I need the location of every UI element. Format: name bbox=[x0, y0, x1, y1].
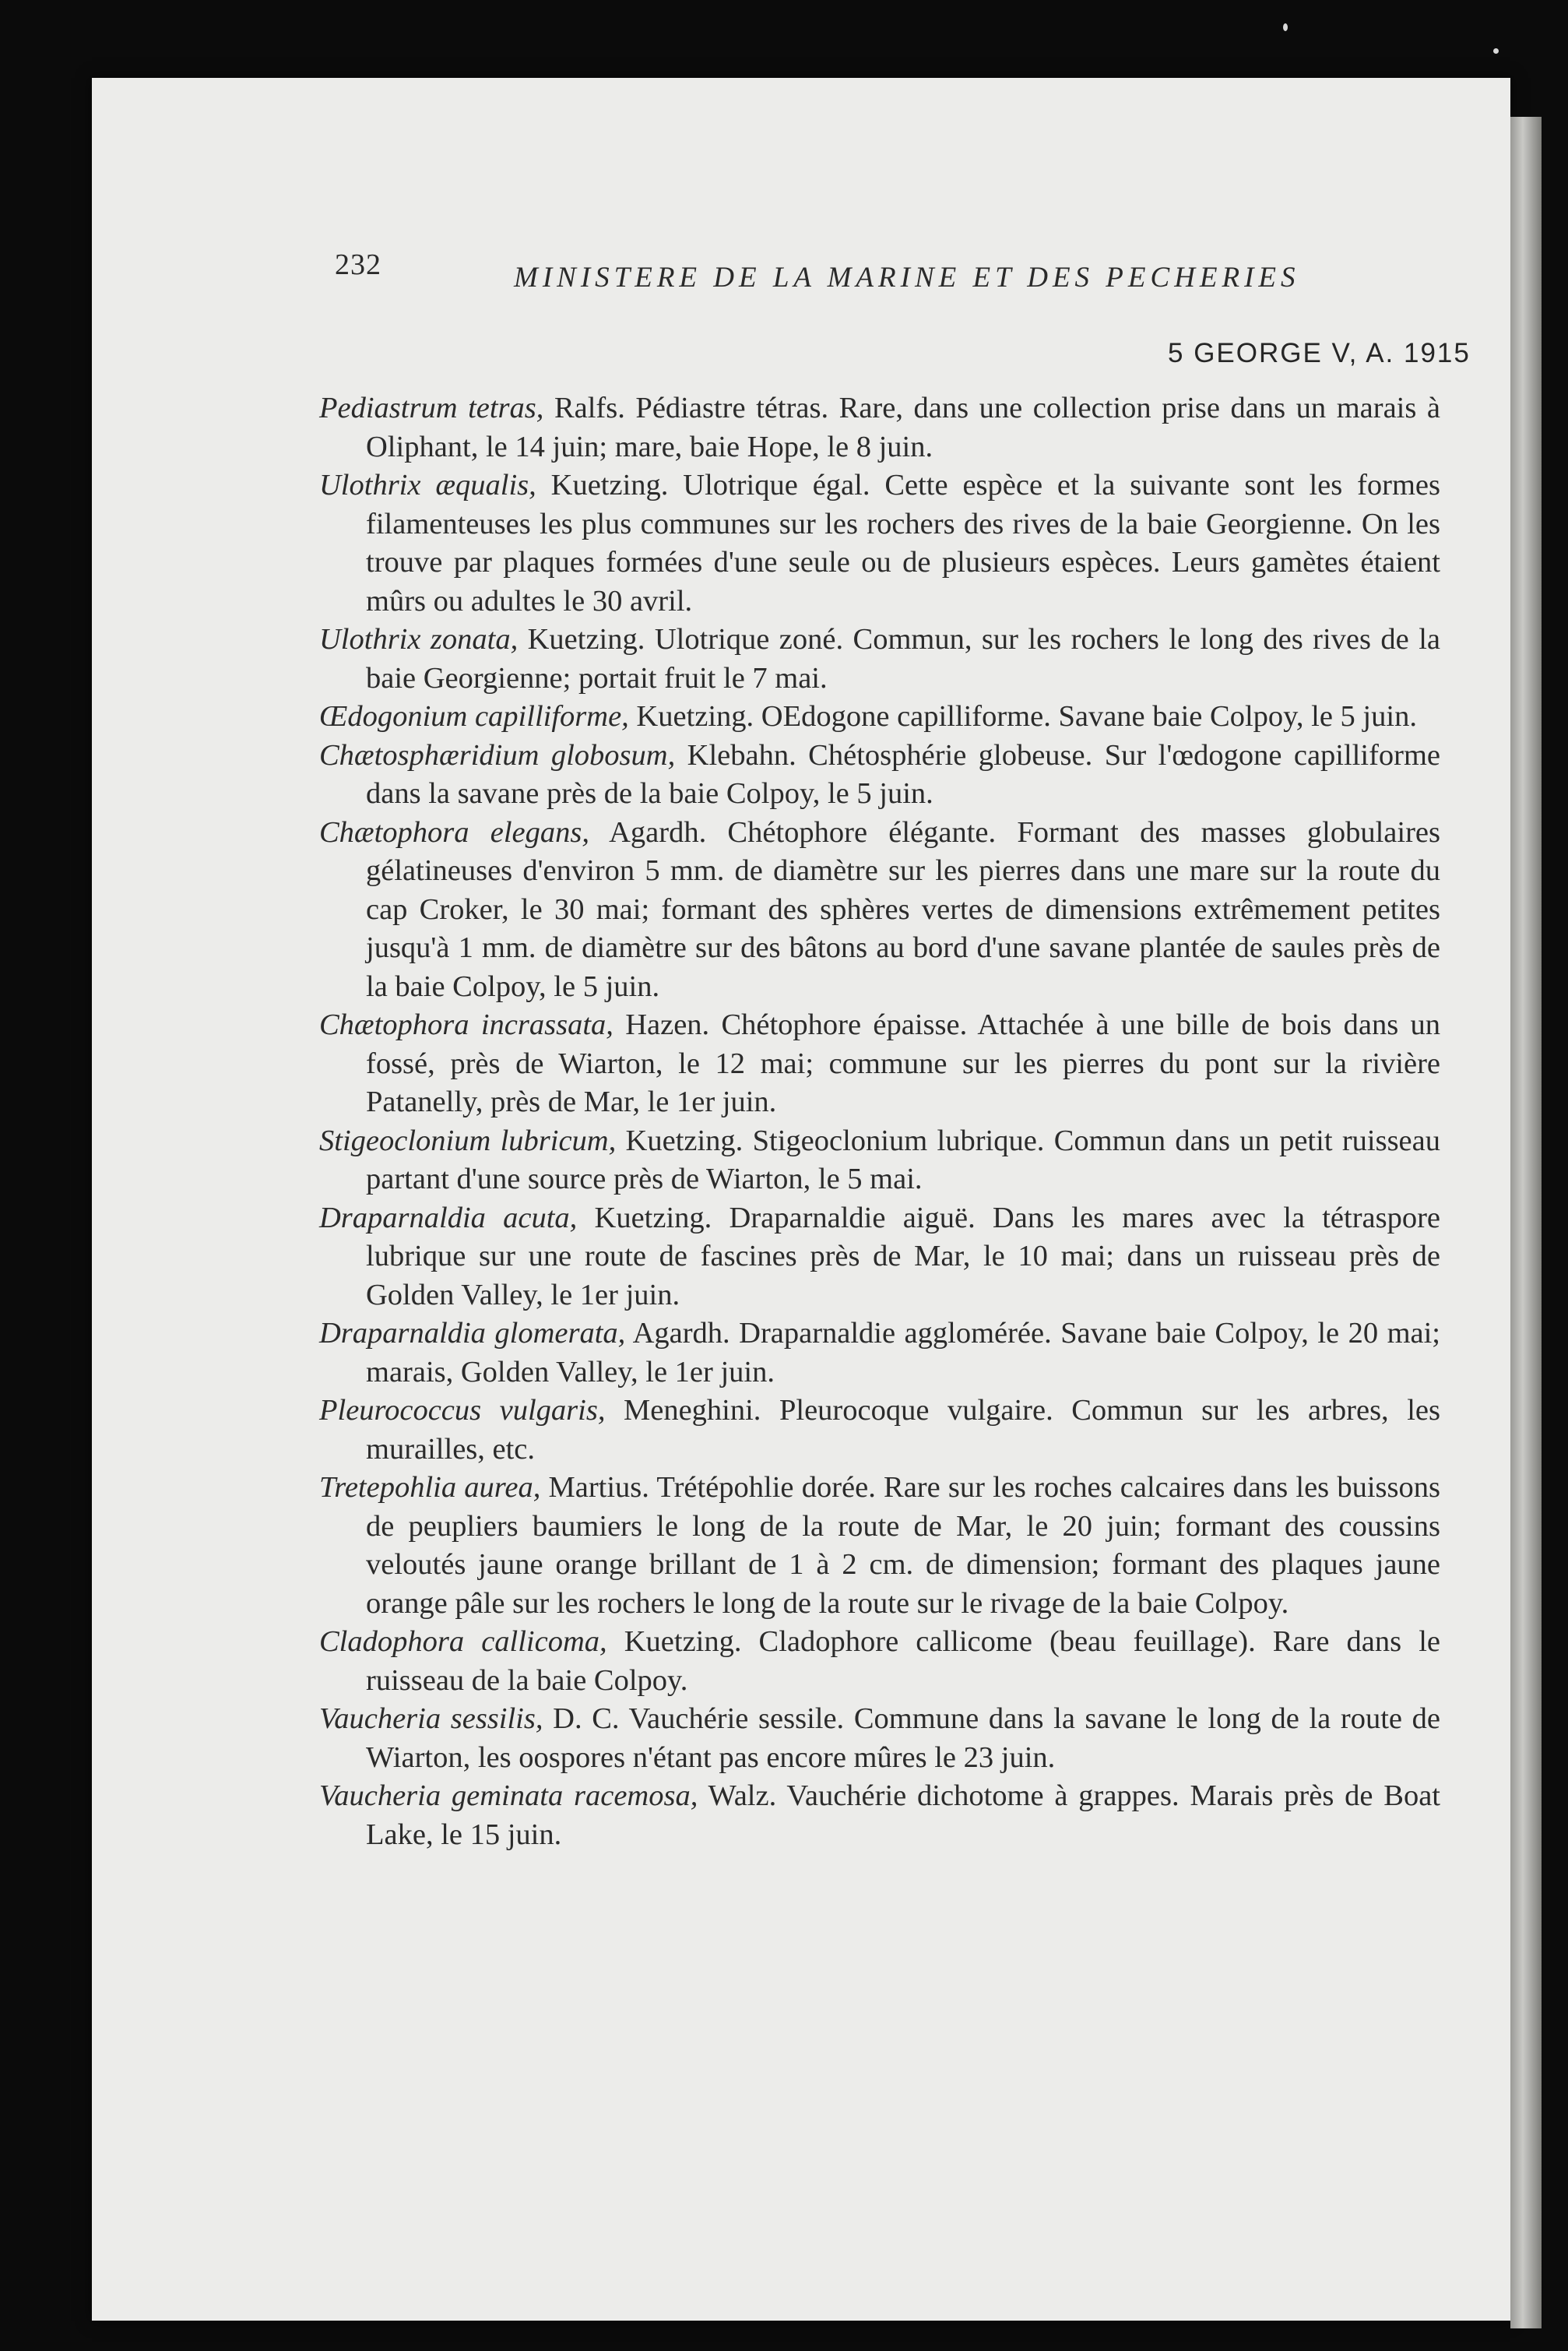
scientific-name: Tretepohlia aurea, bbox=[319, 1471, 541, 1504]
scientific-name: Stigeoclonium lubricum, bbox=[319, 1124, 617, 1157]
entry-description: Klebahn. Chétosphérie globeuse. Sur l'œdogone capilliforme dans la savane près de la baie Colpoy, le 5 juin. bbox=[366, 738, 1440, 810]
entry-description: Kuetzing. Cladophore callicome (beau feuillage). Rare dans le ruisseau de la baie Colpoy. bbox=[366, 1625, 1440, 1697]
entry-description: D. C. Vauchérie sessile. Commune dans la savane le long de la route de Wiarton, les oospores n'étant pas encore mûres le 23 juin. bbox=[366, 1702, 1440, 1774]
entry-description: Kuetzing. OEdogone capilliforme. Savane baie Colpoy, le 5 juin. bbox=[628, 700, 1417, 733]
species-entry bbox=[319, 1777, 1440, 1854]
species-entry bbox=[319, 737, 1440, 814]
scientific-name: Vaucheria geminata racemosa, bbox=[319, 1779, 698, 1812]
scientific-name: Pleurococcus vulgaris, bbox=[319, 1394, 606, 1427]
species-entry bbox=[319, 1623, 1440, 1700]
entry-description: Kuetzing. Ulotrique égal. Cette espèce et la suivante sont les formes filamenteuses les plus communes sur les rochers des rives de la baie Georgienne. On les trouve par plaques formées d'une seule ou de plusieurs espèces. Leurs gamètes étaient mûrs ou adultes le 30 avril. bbox=[366, 469, 1441, 618]
species-entry bbox=[319, 1006, 1440, 1122]
entry-description: Kuetzing. Ulotrique zoné. Commun, sur les rochers le long des rives de la baie Georgienne; portait fruit le 7 mai. bbox=[366, 623, 1440, 695]
scientific-name: Pediastrum tetras, bbox=[319, 392, 544, 424]
entry-description: Ralfs. Pédiastre tétras. Rare, dans une collection prise dans un marais à Oliphant, le 14 juin; mare, baie Hope, le 8 juin. bbox=[366, 392, 1440, 463]
species-entry bbox=[319, 1122, 1440, 1199]
entry-description: Kuetzing. Draparnaldie aiguë. Dans les mares avec la tétraspore lubrique sur une route de fascines près de Mar, le 10 mai; dans un ruisseau près de Golden Valley, le 1er juin. bbox=[366, 1201, 1440, 1311]
species-entry bbox=[319, 621, 1440, 698]
scan-speck bbox=[1283, 23, 1288, 31]
scientific-name: Draparnaldia acuta, bbox=[319, 1201, 578, 1234]
scan-speck bbox=[1493, 48, 1499, 54]
species-entry bbox=[319, 389, 1440, 466]
species-entry bbox=[319, 1315, 1440, 1392]
scientific-name: Ulothrix æqualis, bbox=[319, 469, 536, 502]
species-entry bbox=[319, 1199, 1440, 1315]
scientific-name: Chætophora incrassata, bbox=[319, 1008, 613, 1041]
running-title: MINISTERE DE LA MARINE ET DES PECHERIES bbox=[514, 262, 1300, 294]
entry-description: Hazen. Chétophore épaisse. Attachée à une bille de bois dans un fossé, près de Wiarton, le 12 mai; commune sur les pierres du pont sur la rivière Patanelly, près de Mar, le 1er juin. bbox=[366, 1008, 1441, 1118]
entry-description: Martius. Trétépohlie dorée. Rare sur les roches calcaires dans les buissons de peupliers baumiers le long de la route de Mar, le 20 juin; formant des coussins veloutés jaune orange brillant de 1 à 2 cm. de dimension; formant des plaques jaune orange pâle sur les rochers le long de la route sur le rivage de la baie Colpoy. bbox=[366, 1471, 1440, 1620]
entry-description: Agardh. Chétophore élégante. Formant des masses globulaires gélatineuses d'environ 5 mm. de diamètre sur les pierres dans une mare sur la route du cap Croker, le 30 mai; formant des sphères vertes de dimensions extrêmement petites jusqu'à 1 mm. de diamètre sur des bâtons au bord d'une savane plantée de saules près de la baie Colpoy, le 5 juin. bbox=[366, 815, 1440, 1003]
species-entry bbox=[319, 698, 1440, 737]
species-entry bbox=[319, 814, 1440, 1007]
scientific-name: Vaucheria sessilis, bbox=[319, 1702, 543, 1735]
scientific-name: Chætophora elegans, bbox=[319, 815, 589, 849]
species-entry bbox=[319, 1392, 1440, 1469]
scientific-name: Ulothrix zonata, bbox=[319, 623, 519, 656]
entry-description: Walz. Vauchérie dichotome à grappes. Marais près de Boat Lake, le 15 juin. bbox=[366, 1779, 1440, 1851]
entry-description: Agardh. Draparnaldie agglomérée. Savane baie Colpoy, le 20 mai; marais, Golden Valley, le 1er juin. bbox=[366, 1317, 1440, 1388]
scientific-name: Cladophora callicoma, bbox=[319, 1625, 607, 1658]
species-entry bbox=[319, 466, 1440, 621]
scientific-name: Draparnaldia glomerata, bbox=[319, 1317, 626, 1350]
species-entry bbox=[319, 1469, 1440, 1623]
scientific-name: Chætosphæridium globosum, bbox=[319, 738, 676, 772]
species-list bbox=[319, 389, 1440, 1854]
entry-description: Meneghini. Pleurocoque vulgaire. Commun sur les arbres, les murailles, etc. bbox=[366, 1394, 1440, 1466]
entry-description: Kuetzing. Stigeoclonium lubrique. Commun dans un petit ruisseau partant d'une source près de Wiarton, le 5 mai. bbox=[366, 1124, 1440, 1195]
page-number: 232 bbox=[335, 248, 381, 281]
scientific-name: Œdogonium capilliforme, bbox=[319, 700, 629, 733]
species-entry bbox=[319, 1700, 1440, 1777]
page-edge-shadow bbox=[1510, 117, 1542, 2328]
session-label: 5 GEORGE V, A. 1915 bbox=[1168, 338, 1471, 368]
